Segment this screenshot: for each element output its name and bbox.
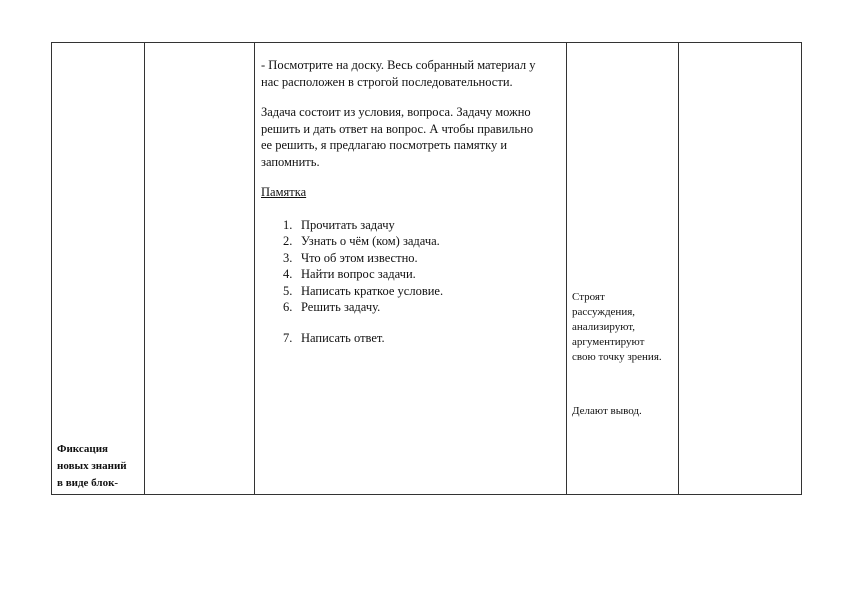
step-text: Узнать о чём (ком) задача.: [301, 234, 440, 248]
stage-line: Фиксация: [57, 443, 108, 455]
activity-reasoning: [572, 290, 662, 365]
stage-line: новых знаний: [57, 460, 127, 472]
lesson-table: [51, 42, 802, 495]
list-item: [283, 250, 560, 267]
stage-label: [57, 441, 127, 492]
activity-line: рассуждения,: [572, 306, 636, 318]
step-text: Написать ответ.: [301, 330, 385, 345]
memo-title: Памятка: [261, 185, 307, 199]
student-activity-cell: [567, 43, 679, 495]
step-number: 7.: [283, 330, 293, 345]
list-item: [283, 233, 560, 250]
teacher-activity-cell: [255, 43, 567, 495]
task-line: решить и дать ответ на вопрос. А чтобы правильно: [261, 121, 534, 136]
step-text: Решить задачу.: [301, 300, 381, 314]
step-number: 6.: [283, 300, 293, 314]
step-number: 3.: [283, 250, 293, 265]
table-row: [52, 43, 802, 495]
memo-steps-list: [261, 217, 560, 347]
stage-cell: [52, 43, 145, 495]
list-item: [283, 299, 560, 316]
goal-cell: [145, 43, 255, 495]
step-text: Прочитать задачу: [301, 217, 395, 232]
intro-line: - Посмотрите на доску. Весь собранный материал у: [261, 58, 536, 72]
step-number: 1.: [283, 217, 293, 232]
task-paragraph: [261, 104, 560, 170]
step-text: Написать краткое условие.: [301, 283, 444, 298]
task-line: Задача состоит из условия, вопроса. Задачу можно: [261, 105, 531, 119]
activity-line: свою точку зрения.: [572, 351, 662, 363]
list-item: [283, 330, 560, 347]
step-number: 5.: [283, 283, 293, 298]
list-item: [283, 266, 560, 283]
task-line: запомнить.: [261, 154, 320, 169]
list-item: [283, 217, 560, 234]
activity-conclusion: Делают вывод.: [572, 405, 642, 417]
step-number: 2.: [283, 234, 293, 248]
activity-line: Строят: [572, 291, 605, 303]
task-line: ее решить, я предлагаю посмотреть памятку и: [261, 138, 508, 152]
step-number: 4.: [283, 267, 293, 281]
intro-paragraph: [261, 57, 560, 90]
list-item: [283, 283, 560, 300]
step-text: Найти вопрос задачи.: [301, 267, 416, 281]
activity-line: анализируют,: [572, 321, 636, 333]
step-text: Что об этом известно.: [301, 250, 418, 265]
intro-line: нас расположен в строгой последовательности.: [261, 74, 513, 89]
stage-line: в виде блок-: [57, 477, 119, 489]
activity-line: аргументируют: [572, 336, 645, 348]
notes-cell: [679, 43, 802, 495]
